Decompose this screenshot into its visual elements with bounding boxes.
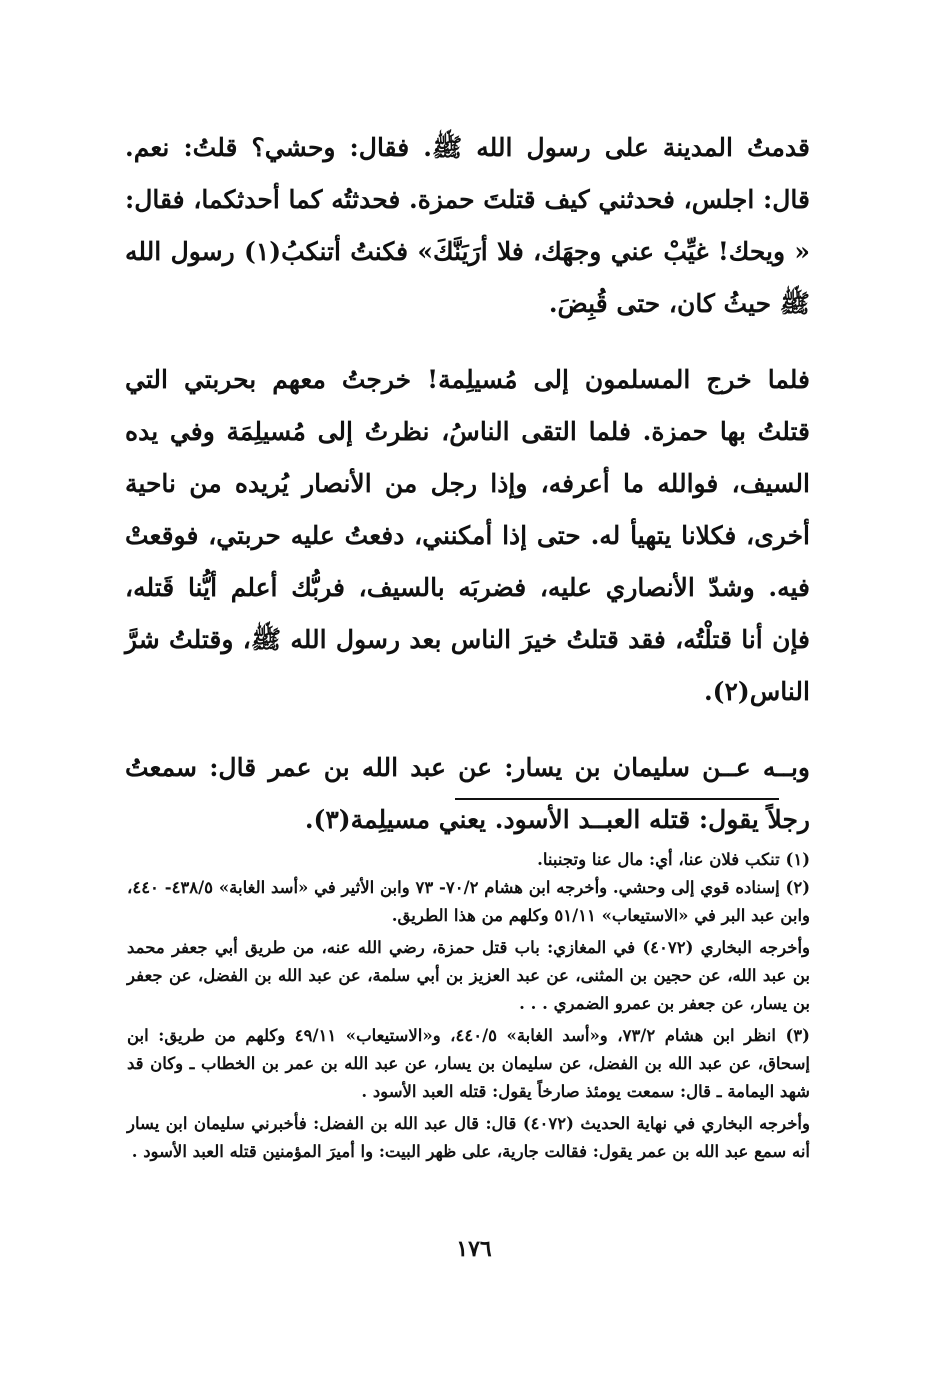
footnote-1: (١) تنكب فلان عنا، أي: مال عنا وتجنبنا. — [537, 850, 810, 869]
footnote-divider — [455, 798, 779, 800]
main-text — [125, 122, 810, 846]
footnote-3: (٣) انظر ابن هشام ٧٣/٢، و«أسد الغابة» ٤٤٠/٥، و«الاستيعاب» ٤٩/١١ وكلهم من طريق: ابن إسحاق، عن عبد الله بن الفضل، عن سليمان بن يسار، عن عبد الله بن عمر بن الخطاب ـ وكان قد شهد اليمامة ـ قال: سمعت يومئذ صارخاً يقول: قتله العبد الأسود . — [127, 1026, 810, 1101]
paragraph-2: فلما خرج المسلمون إلى مُسيلِمة! خرجتُ معهم بحربتي التي قتلتُ بها حمزة. فلما التقى الناسُ، نظرتُ إلى مُسيلِمَة وفي يده السيف، فوالله ما أعرفه، وإذا رجل من الأنصار يُريده من ناحية أخرى، فكلانا يتهيأ له. حتى إذا أمكنني، دفعتُ عليه حربتي، فوقعتْ فيه. وشدّ الأنصاري عليه، فضربَه بالسيف، فربُّك أعلم أيُّنا قَتله، فإن أنا قتلْتُه، فقد قتلتُ خيرَ الناس بعد رسول الله ﷺ، وقتلتُ شرَّ الناس(٢). — [125, 365, 810, 706]
footnote-2: (٢) إسناده قوي إلى وحشي. وأخرجه ابن هشام ٧٠/٢- ٧٣ وابن الأثير في «أسد الغابة» ٤٣٨/٥- ٤٤٠، وابن عبد البر في «الاستيعاب» ٥١/١١ وكلهم من هذا الطريق. — [127, 878, 811, 925]
paragraph-1: قدمتُ المدينة على رسول الله ﷺ. فقال: وحشي؟ قلتُ: نعم. قال: اجلس، فحدثني كيف قتلتَ حمزة. فحدثتُه كما أحدثكما، فقال: « ويحك! غيِّبْ عني وجهَك، فلا أرَيَنَّكَ» فكنتُ أتنكبُ(١) رسول الله ﷺ حيثُ كان، حتى قُبِضَ. — [125, 133, 810, 318]
footnotes — [127, 846, 810, 1166]
footnote-2-continuation: وأخرجه البخاري (٤٠٧٢) في المغازي: باب قتل حمزة، رضي الله عنه، من طريق أبي جعفر محمد بن عبد الله، عن حجين بن المثنى، عن عبد العزيز بن أبي سلمة، عن عبد الله بن الفضل، عن جعفر بن يسار، عن جعفر بن عمرو الضمري . . . — [127, 938, 810, 1013]
page-number: ١٧٦ — [456, 1236, 492, 1262]
footnote-3-continuation: وأخرجه البخاري في نهاية الحديث (٤٠٧٢) قال: قال عبد الله بن الفضل: فأخبرني سليمان ابن يسار أنه سمع عبد الله بن عمر يقول: فقالت جارية، على ظهر البيت: وا أميرَ المؤمنين قتله العبد الأسود . — [127, 1114, 810, 1161]
paragraph-3: وبــه عــن سليمان بن يسار: عن عبد الله بن عمر قال: سمعتُ رجلاً يقول: قتله العبــد الأسود. يعني مسيلِمة(٣). — [125, 753, 810, 834]
